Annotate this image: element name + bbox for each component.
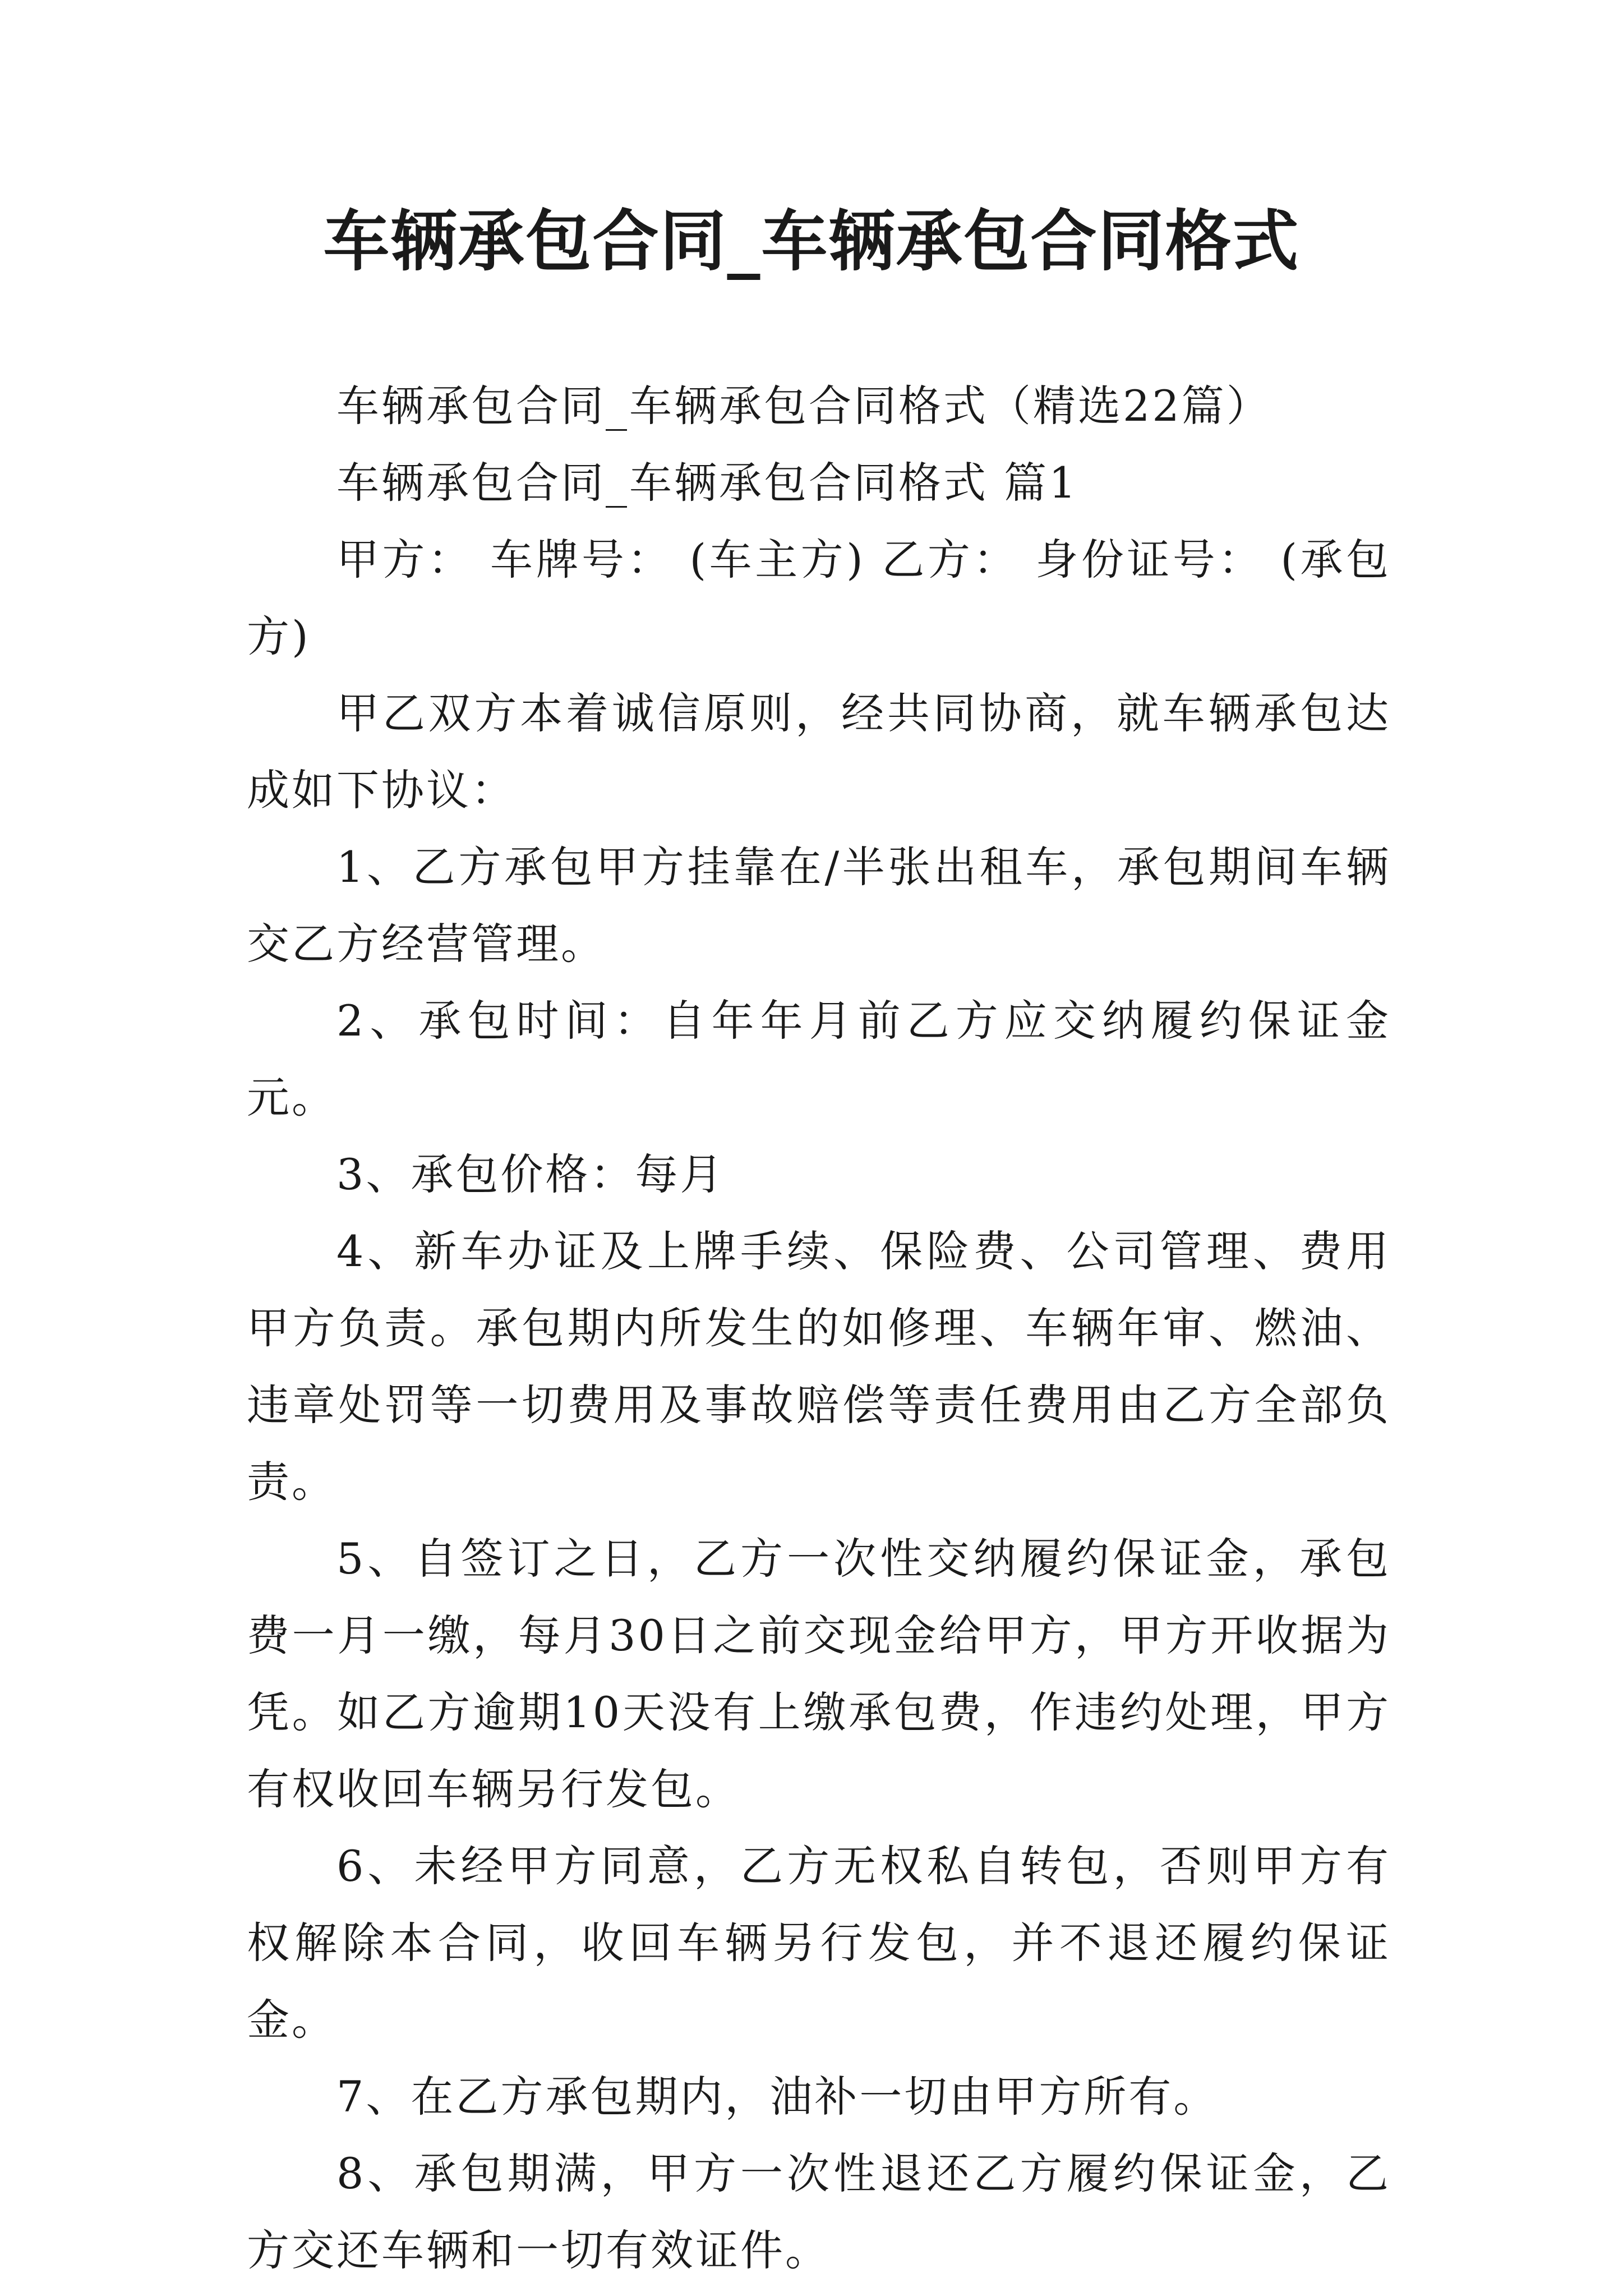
paragraph-clause-7: 7、在乙方承包期内，油补一切由甲方所有。 <box>336 2072 1219 2122</box>
paragraph-clause-6: 6、未经甲方同意，乙方无权私自转包，否则甲方有权解除本合同，收回车辆另行发包，并不退还履约保证金。 <box>247 1841 1391 2045</box>
document-body <box>247 367 1391 2289</box>
paragraph-clause-8: 8、承包期满，甲方一次性退还乙方履约保证金，乙方交还车辆和一切有效证件。 <box>247 2148 1391 2275</box>
paragraph-clause-5: 5、自签订之日，乙方一次性交纳履约保证金，承包费一月一缴，每月30日之前交现金给甲方，甲方开收据为凭。如乙方逾期10天没有上缴承包费，作违约处理，甲方有权收回车辆另行发包。 <box>247 1534 1391 1814</box>
paragraph-subtitle: 车辆承包合同_车辆承包合同格式（精选22篇） <box>336 381 1271 431</box>
document-title: 车辆承包合同_车辆承包合同格式 <box>323 202 1300 280</box>
paragraph-section-heading: 车辆承包合同_车辆承包合同格式 篇1 <box>336 458 1078 508</box>
paragraph-clause-3: 3、承包价格：每月 <box>336 1149 725 1199</box>
paragraph-clause-1: 1、乙方承包甲方挂靠在/半张出租车，承包期间车辆交乙方经营管理。 <box>247 842 1391 969</box>
paragraph-clause-2: 2、承包时间：自年年月前乙方应交纳履约保证金 元。 <box>247 996 1391 1122</box>
paragraph-parties: 甲方： 车牌号： (车主方) 乙方： 身份证号： (承包方) <box>247 535 1391 661</box>
paragraph-clause-4: 4、新车办证及上牌手续、保险费、公司管理、费用甲方负责。承包期内所发生的如修理、车辆年审、燃油、违章处罚等一切费用及事故赔偿等责任费用由乙方全部负责。 <box>247 1226 1391 1507</box>
paragraph-preamble: 甲乙双方本着诚信原则，经共同协商，就车辆承包达成如下协议： <box>247 688 1391 815</box>
